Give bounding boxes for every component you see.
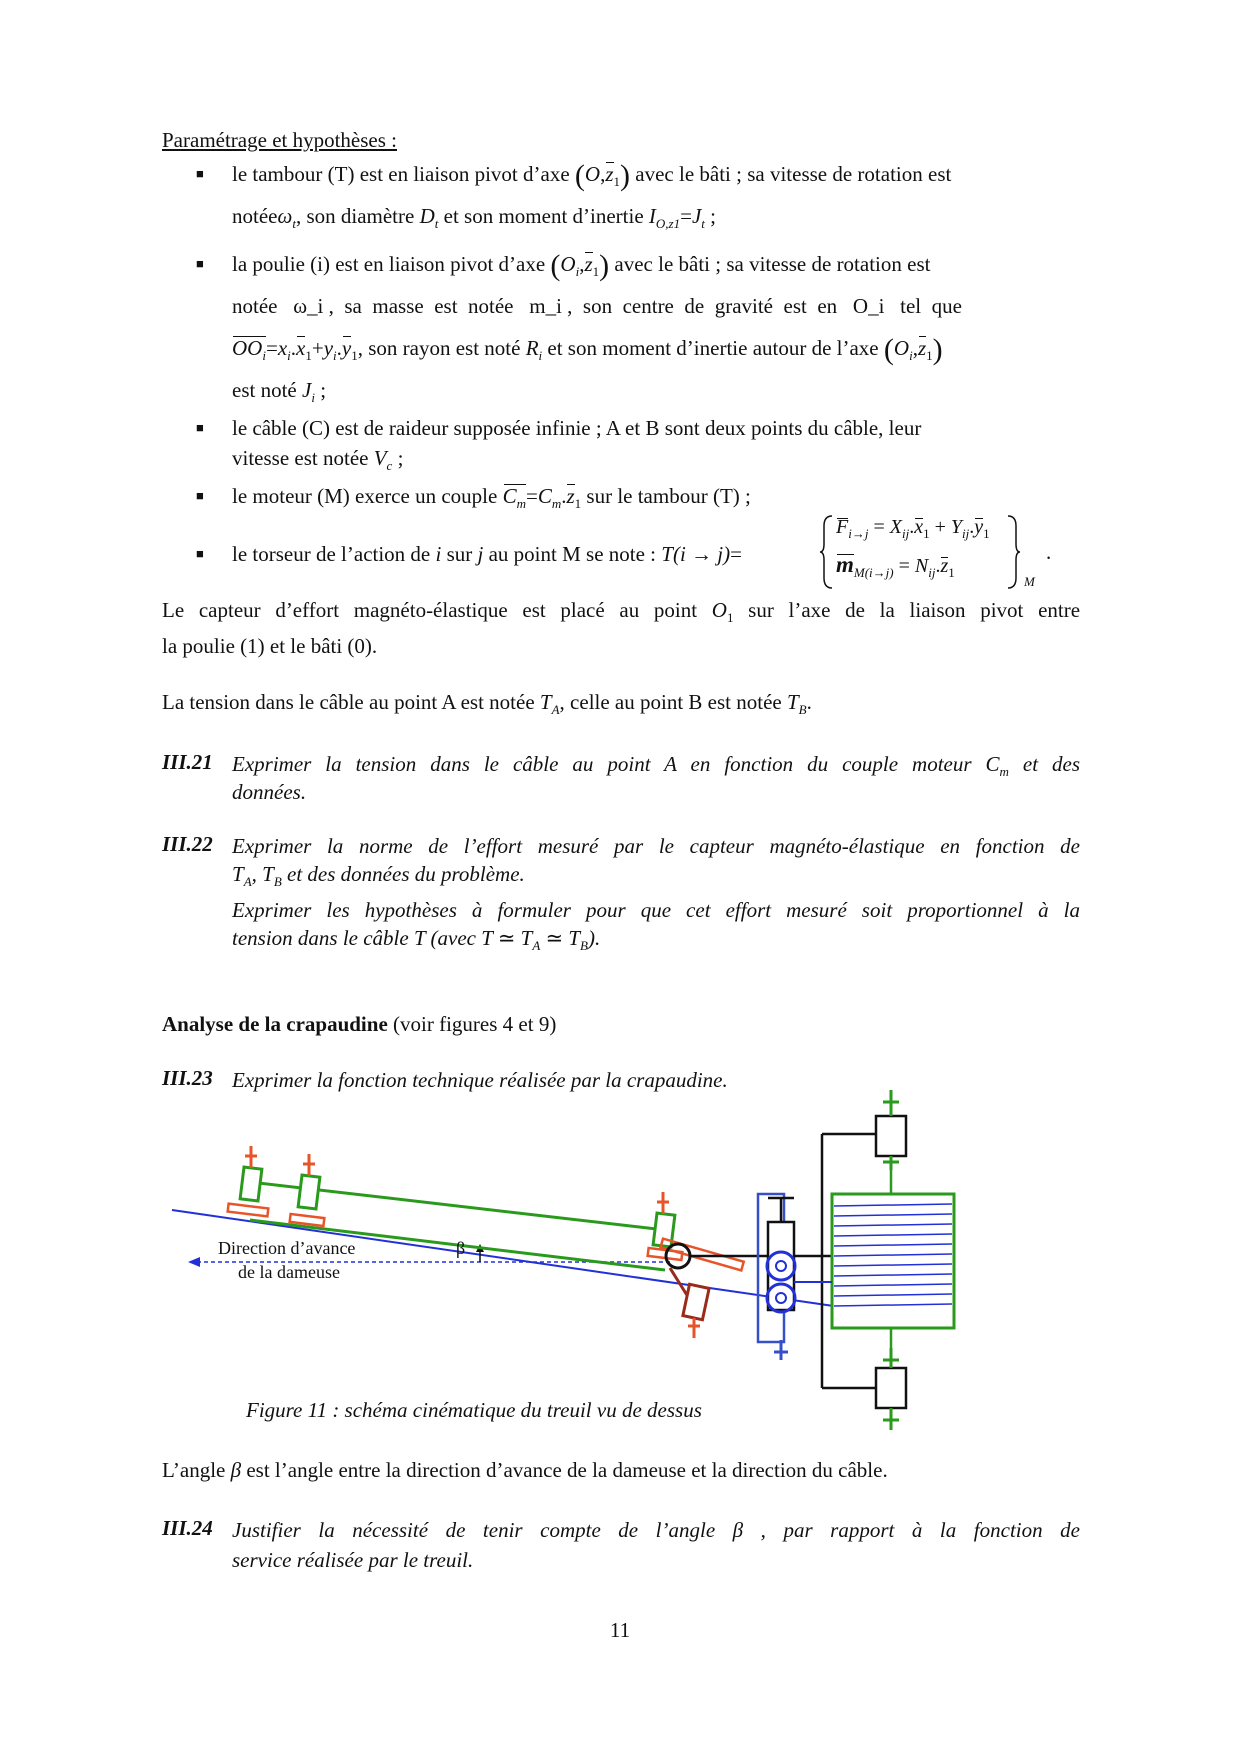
bullet-4-line-1: le moteur (M) exerce un couple $C_m=C_m.z_1$ sur le tambour (T) ; xyxy=(232,482,1080,518)
capstan-body xyxy=(768,1222,794,1310)
pivot-mark xyxy=(245,1146,257,1168)
direction-label-2: de la dameuse xyxy=(238,1262,340,1282)
question-22-line-4: tension dans le câble T (avec T ≃ $T_A$ ≃ $T_B$). xyxy=(232,926,601,954)
bullet-1-line-1: le tambour (T) est en liaison pivot d’axe $(O,z_1)$ avec le bâti ; sa vitesse de rotation est xyxy=(232,159,952,192)
question-22-line-3: Exprimer les hypothèses à formuler pour que cet effort mesuré soit proportionnel à la xyxy=(232,898,1080,922)
question-number: III.22 xyxy=(162,832,213,856)
question-23-text: Exprimer la fonction technique réalisée par la crapaudine. xyxy=(232,1068,728,1092)
question-22-line-2: $T_A$, $T_B$ et des données du problème. xyxy=(232,862,525,890)
pivot-mark xyxy=(303,1154,315,1176)
guide-pulley-2 xyxy=(298,1175,320,1209)
drum-bearing-bottom xyxy=(876,1368,906,1408)
bullet-marker: ■ xyxy=(196,420,204,435)
question-number: III.24 xyxy=(162,1516,213,1540)
question-number: III.21 xyxy=(162,750,213,774)
sensor-paragraph-line-2: la poulie (1) et le bâti (0). xyxy=(162,634,378,658)
brown-roller xyxy=(683,1284,709,1319)
bullet-2-line-4: est noté $J_i$ ; xyxy=(232,378,327,406)
torsor-moment: $m_{M(i\to j)} = N_{ij}.z_1$ xyxy=(836,552,955,580)
page-number: 11 xyxy=(609,1618,631,1642)
bullet-1-line-2: notéeω$_t$, son diamètre $D_t$ et son moment d’inertie $I_{O,z1}=J_t$ ; xyxy=(232,204,717,232)
bullet-2-line-2: notée ω_i , sa masse est notée m_i , son centre de gravité est en O_i tel que xyxy=(232,294,962,318)
bullet-3-line-1: le câble (C) est de raideur supposée infinie ; A et B sont deux points du câble, leur xyxy=(232,416,922,440)
guide-pulley-1 xyxy=(240,1167,262,1201)
figure-caption: Figure 11 : schéma cinématique du treuil vu de dessus xyxy=(246,1398,702,1422)
torsor-period: . xyxy=(1046,540,1052,564)
bullet-marker: ■ xyxy=(196,546,204,561)
beta-label: β xyxy=(456,1238,466,1258)
bullet-3-line-2: vitesse est notée $V_c$ ; xyxy=(232,446,404,474)
question-24-line-1: Justifier la nécessité de tenir compte de l’angle β , par rapport à la fonction de xyxy=(232,1518,1080,1542)
crapaudine-heading: Analyse de la crapaudine (voir figures 4 et 9) xyxy=(162,1012,557,1036)
bullet-marker: ■ xyxy=(196,488,204,503)
angle-sentence: L’angle β est l’angle entre la direction d’avance de la dameuse et la direction du câble. xyxy=(162,1458,888,1482)
bullet-5-line-1: le torseur de l’action de i sur j au point M se note : T(i → j)= xyxy=(232,542,742,566)
question-21-line-1: Exprimer la tension dans le câble au point A en fonction du couple moteur $C_m$ et des xyxy=(232,752,1080,780)
question-21-line-2: données. xyxy=(232,780,307,804)
torsor-force: $F_{i\to j} = X_{ij}.x_1 + Y_{ij}.y_1$ xyxy=(836,516,990,541)
direction-arrowhead xyxy=(188,1257,200,1267)
sensor-paragraph-line-1: Le capteur d’effort magnéto-élastique est placé au point $O_1$ sur l’axe de la liaison pivot entre xyxy=(162,598,1081,626)
bullet-2-line-1: la poulie (i) est en liaison pivot d’axe $(O_i,z_1)$ avec le bâti ; sa vitesse de rotation est xyxy=(232,249,931,282)
bullet-2-line-3: $OO_i=x_i.x_1+y_i.y_1$, son rayon est noté $R_i$ et son moment d’inertie autour de l’axe $(O_i,z_1)$ xyxy=(232,334,1080,370)
tension-paragraph: La tension dans le câble au point A est notée $T_A$, celle au point B est notée $T_B$. xyxy=(162,690,812,718)
bearing xyxy=(228,1204,269,1217)
crapaudine-pivot xyxy=(666,1244,690,1268)
pivot-mark xyxy=(688,1318,700,1338)
question-24-line-2: service réalisée par le treuil. xyxy=(232,1548,474,1572)
bullet-marker: ■ xyxy=(196,256,204,271)
torsor xyxy=(820,512,1050,592)
question-number: III.23 xyxy=(162,1066,213,1090)
drum-bearing-top xyxy=(876,1116,906,1156)
section-title: Paramétrage et hypothèses : xyxy=(162,128,397,152)
pivot-mark xyxy=(657,1192,669,1214)
direction-label-1: Direction d’avance xyxy=(218,1238,356,1258)
torsor-point: M xyxy=(1024,574,1035,589)
question-22-line-1: Exprimer la norme de l’effort mesuré par le capteur magnéto-élastique en fonction de xyxy=(232,834,1080,858)
bullet-marker: ■ xyxy=(196,166,204,181)
